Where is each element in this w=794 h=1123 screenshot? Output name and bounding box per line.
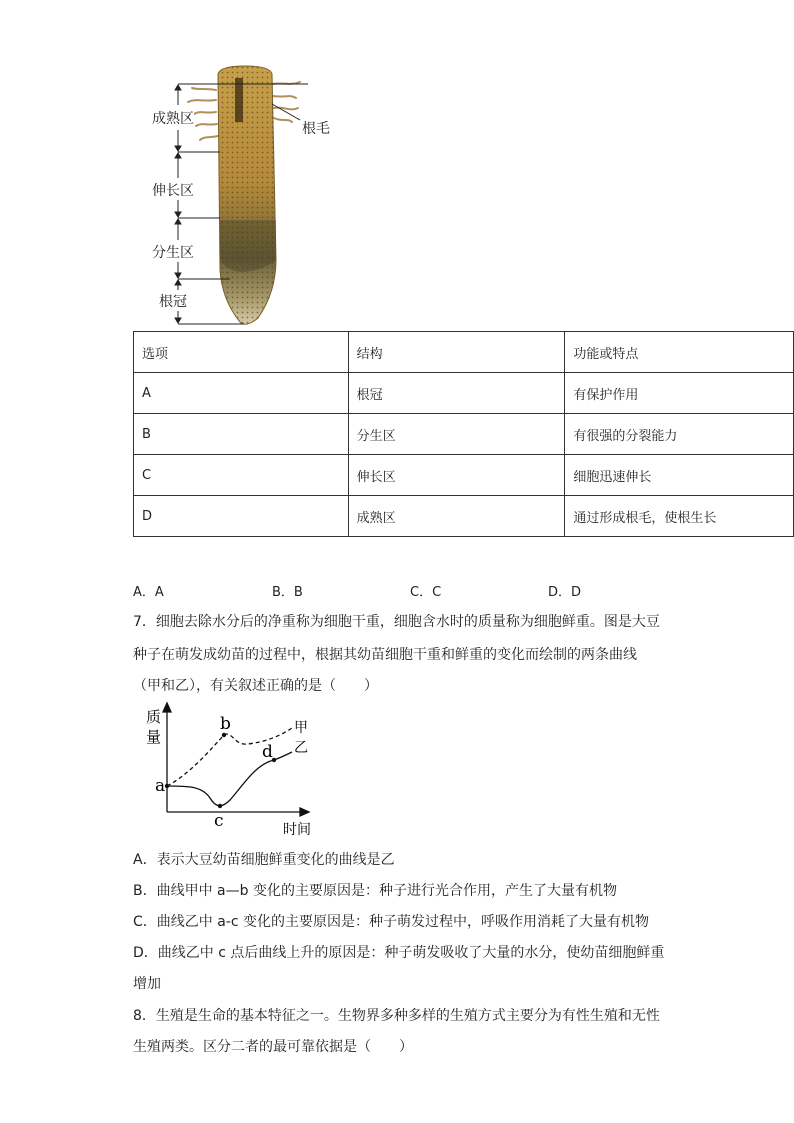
- q7-stem-line-2: 种子在萌发成幼苗的过程中，根据其幼苗细胞干重和鲜重的变化而绘制的两条曲线: [133, 647, 637, 663]
- table-row: [134, 373, 794, 414]
- table-cell: 有保护作用: [565, 373, 794, 414]
- label-root-hair: 根毛: [302, 121, 330, 137]
- q8-stem-line-2: 生殖两类。区分二者的最可靠依据是（ ）: [133, 1039, 413, 1055]
- q7-stem-line-3: （甲和乙），有关叙述正确的是（ ）: [133, 678, 378, 694]
- label-jia: 甲: [294, 720, 308, 736]
- x-label: 时间: [283, 822, 311, 838]
- label-a: a: [155, 776, 166, 796]
- table-cell: 成熟区: [348, 496, 565, 537]
- table-cell: A: [134, 373, 349, 414]
- label-mature-zone: 成熟区: [152, 108, 194, 128]
- curve-jia: [167, 728, 292, 786]
- table-cell: 有很强的分裂能力: [565, 414, 794, 455]
- table-cell: 伸长区: [348, 455, 565, 496]
- label-elongation-zone: 伸长区: [152, 180, 194, 200]
- label-d: d: [262, 742, 273, 762]
- table-row: [134, 455, 794, 496]
- table-header: 结构: [348, 332, 565, 373]
- label-yi: 乙: [294, 740, 308, 756]
- options-table: [133, 331, 794, 537]
- table-header: 选项: [134, 332, 349, 373]
- q6-choice-b[interactable]: B．B: [272, 585, 303, 600]
- table-cell: 分生区: [348, 414, 565, 455]
- table-row: [134, 496, 794, 537]
- q7-option-d[interactable]: D．曲线乙中 c 点后曲线上升的原因是：种子萌发吸收了大量的水分，使幼苗细胞鲜重: [133, 945, 665, 961]
- y-label-2: 量: [146, 728, 162, 746]
- table-header-row: [134, 332, 794, 373]
- q7-option-d-continued[interactable]: 增加: [133, 976, 161, 992]
- table-header: 功能或特点: [565, 332, 794, 373]
- q7-option-b[interactable]: B．曲线甲中 a—b 变化的主要原因是：种子进行光合作用，产生了大量有机物: [133, 883, 617, 899]
- q6-choice-a[interactable]: A．A: [133, 585, 164, 600]
- table-cell: D: [134, 496, 349, 537]
- q7-stem-line-1: 7．细胞去除水分后的净重称为细胞干重，细胞含水时的质量称为细胞鲜重。图是大豆: [133, 614, 660, 630]
- table-row: [134, 414, 794, 455]
- q8-stem-line-1: 8．生殖是生命的基本特征之一。生物界多种多样的生殖方式主要分为有性生殖和无性: [133, 1008, 660, 1024]
- q6-choice-d[interactable]: D．D: [548, 585, 582, 600]
- q7-option-a[interactable]: A．表示大豆幼苗细胞鲜重变化的曲线是乙: [133, 852, 395, 868]
- label-meristem-zone: 分生区: [152, 242, 194, 262]
- table-cell: 细胞迅速伸长: [565, 455, 794, 496]
- q6-choice-c[interactable]: C．C: [410, 585, 442, 600]
- y-label-1: 质: [146, 708, 162, 726]
- q7-option-c[interactable]: C．曲线乙中 a-c 变化的主要原因是：种子萌发过程中，呼吸作用消耗了大量有机物: [133, 914, 650, 930]
- table-cell: 根冠: [348, 373, 565, 414]
- q7-graph: [140, 700, 340, 840]
- label-c: c: [214, 811, 224, 831]
- point-c-marker: [218, 804, 222, 808]
- table-cell: 通过形成根毛，使根生长: [565, 496, 794, 537]
- label-b: b: [220, 714, 231, 734]
- label-root-cap: 根冠: [159, 291, 187, 311]
- point-a-marker: [165, 784, 169, 788]
- table-cell: B: [134, 414, 349, 455]
- table-cell: C: [134, 455, 349, 496]
